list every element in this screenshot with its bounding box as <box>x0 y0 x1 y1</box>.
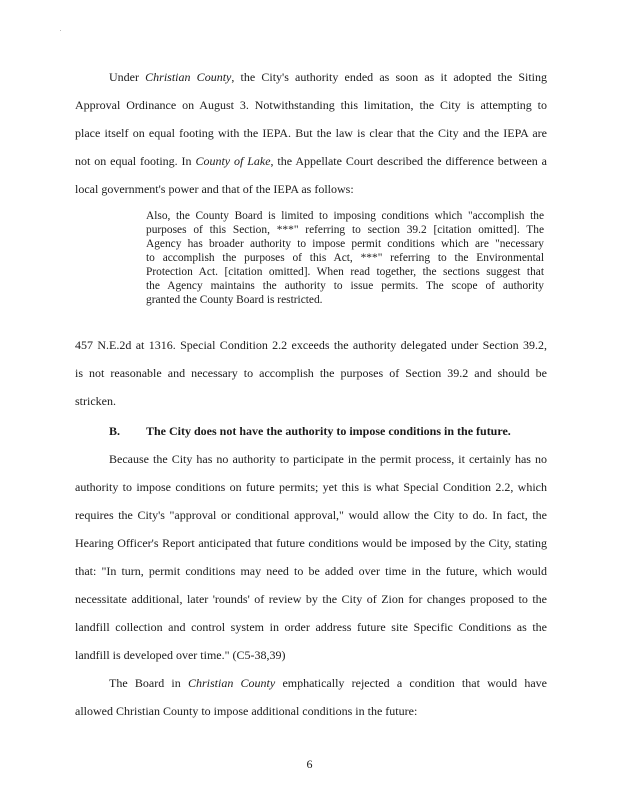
paragraph-1-line-5: local government's power and that of the IEPA as follows: <box>75 182 354 196</box>
paragraph-3-line-7: landfill collection and control system in order address future site Specific Conditions as the <box>75 620 547 634</box>
paragraph-1-line-4 <box>75 154 547 168</box>
paragraph-3-line-5: that: "In turn, permit conditions may need to be added over time in the future, which would <box>75 564 547 578</box>
paragraph-1-line-2: Approval Ordinance on August 3. Notwithstanding this limitation, the City is attempting to <box>75 98 547 112</box>
section-heading-text: The City does not have the authority to impose conditions in the future. <box>146 424 511 438</box>
text-fragment: Under <box>109 70 146 84</box>
text-fragment: emphatically rejected a condition that would have <box>275 676 547 690</box>
block-quote-line-1: Also, the County Board is limited to imposing conditions which "accomplish the <box>146 210 544 222</box>
case-citation: Christian County <box>187 676 276 690</box>
text-fragment: not on equal footing. In <box>75 154 196 168</box>
section-heading-label: B. <box>109 424 121 438</box>
block-quote-line-5: Protection Act. [citation omitted]. When read together, the sections suggest that <box>146 266 544 278</box>
paragraph-2-line-1: 457 N.E.2d at 1316. Special Condition 2.2 exceeds the authority delegated under Section 39.2, <box>75 338 547 352</box>
paragraph-2-line-3: stricken. <box>75 394 116 408</box>
block-quote-line-4: to accomplish the purposes of this Act, ***" referring to the Environmental <box>146 252 544 264</box>
case-citation: County of Lake <box>195 154 271 168</box>
text-fragment: , the City's authority ended as soon as it adopted the Siting <box>231 70 548 84</box>
paragraph-3-line-6: necessitate additional, later 'rounds' of review by the City of Zion for changes proposed to the <box>75 592 547 606</box>
block-quote-line-7: granted the County Board is restricted. <box>146 294 323 306</box>
paragraph-3-line-3: requires the City's "approval or conditional approval," would allow the City to do. In fact, the <box>75 508 547 522</box>
paragraph-4-line-2: allowed Christian County to impose additional conditions in the future: <box>75 704 418 718</box>
paragraph-4-line-1 <box>109 676 547 690</box>
case-citation: Christian County <box>145 70 232 84</box>
block-quote-line-3: Agency has broader authority to impose permit conditions which are "necessary <box>146 238 544 250</box>
paragraph-1-line-1 <box>109 70 547 84</box>
paragraph-3-line-1: Because the City has no authority to participate in the permit process, it certainly has no <box>109 452 547 466</box>
paragraph-2-line-2: is not reasonable and necessary to accomplish the purposes of Section 39.2 and should be <box>75 366 547 380</box>
paragraph-3-line-8: landfill is developed over time." (C5-38,39) <box>75 648 286 662</box>
block-quote-line-6: the Agency maintains the authority to issue permits. The scope of authority <box>146 280 544 292</box>
page-number: 6 <box>306 757 313 771</box>
paragraph-1-line-3: place itself on equal footing with the IEPA. But the law is clear that the City and the IEPA are <box>75 126 547 140</box>
block-quote-line-2: purposes of this Section, ***" referring to section 39.2 [citation omitted]. The <box>146 224 544 236</box>
scan-speck <box>60 30 61 31</box>
text-fragment: The Board in <box>109 676 188 690</box>
paragraph-3-line-4: Hearing Officer's Report anticipated that future conditions would be imposed by the City, stating <box>75 536 547 550</box>
text-fragment: , the Appellate Court described the difference between a <box>270 154 547 168</box>
paragraph-3-line-2: authority to impose conditions on future permits; yet this is what Special Condition 2.2, which <box>75 480 547 494</box>
